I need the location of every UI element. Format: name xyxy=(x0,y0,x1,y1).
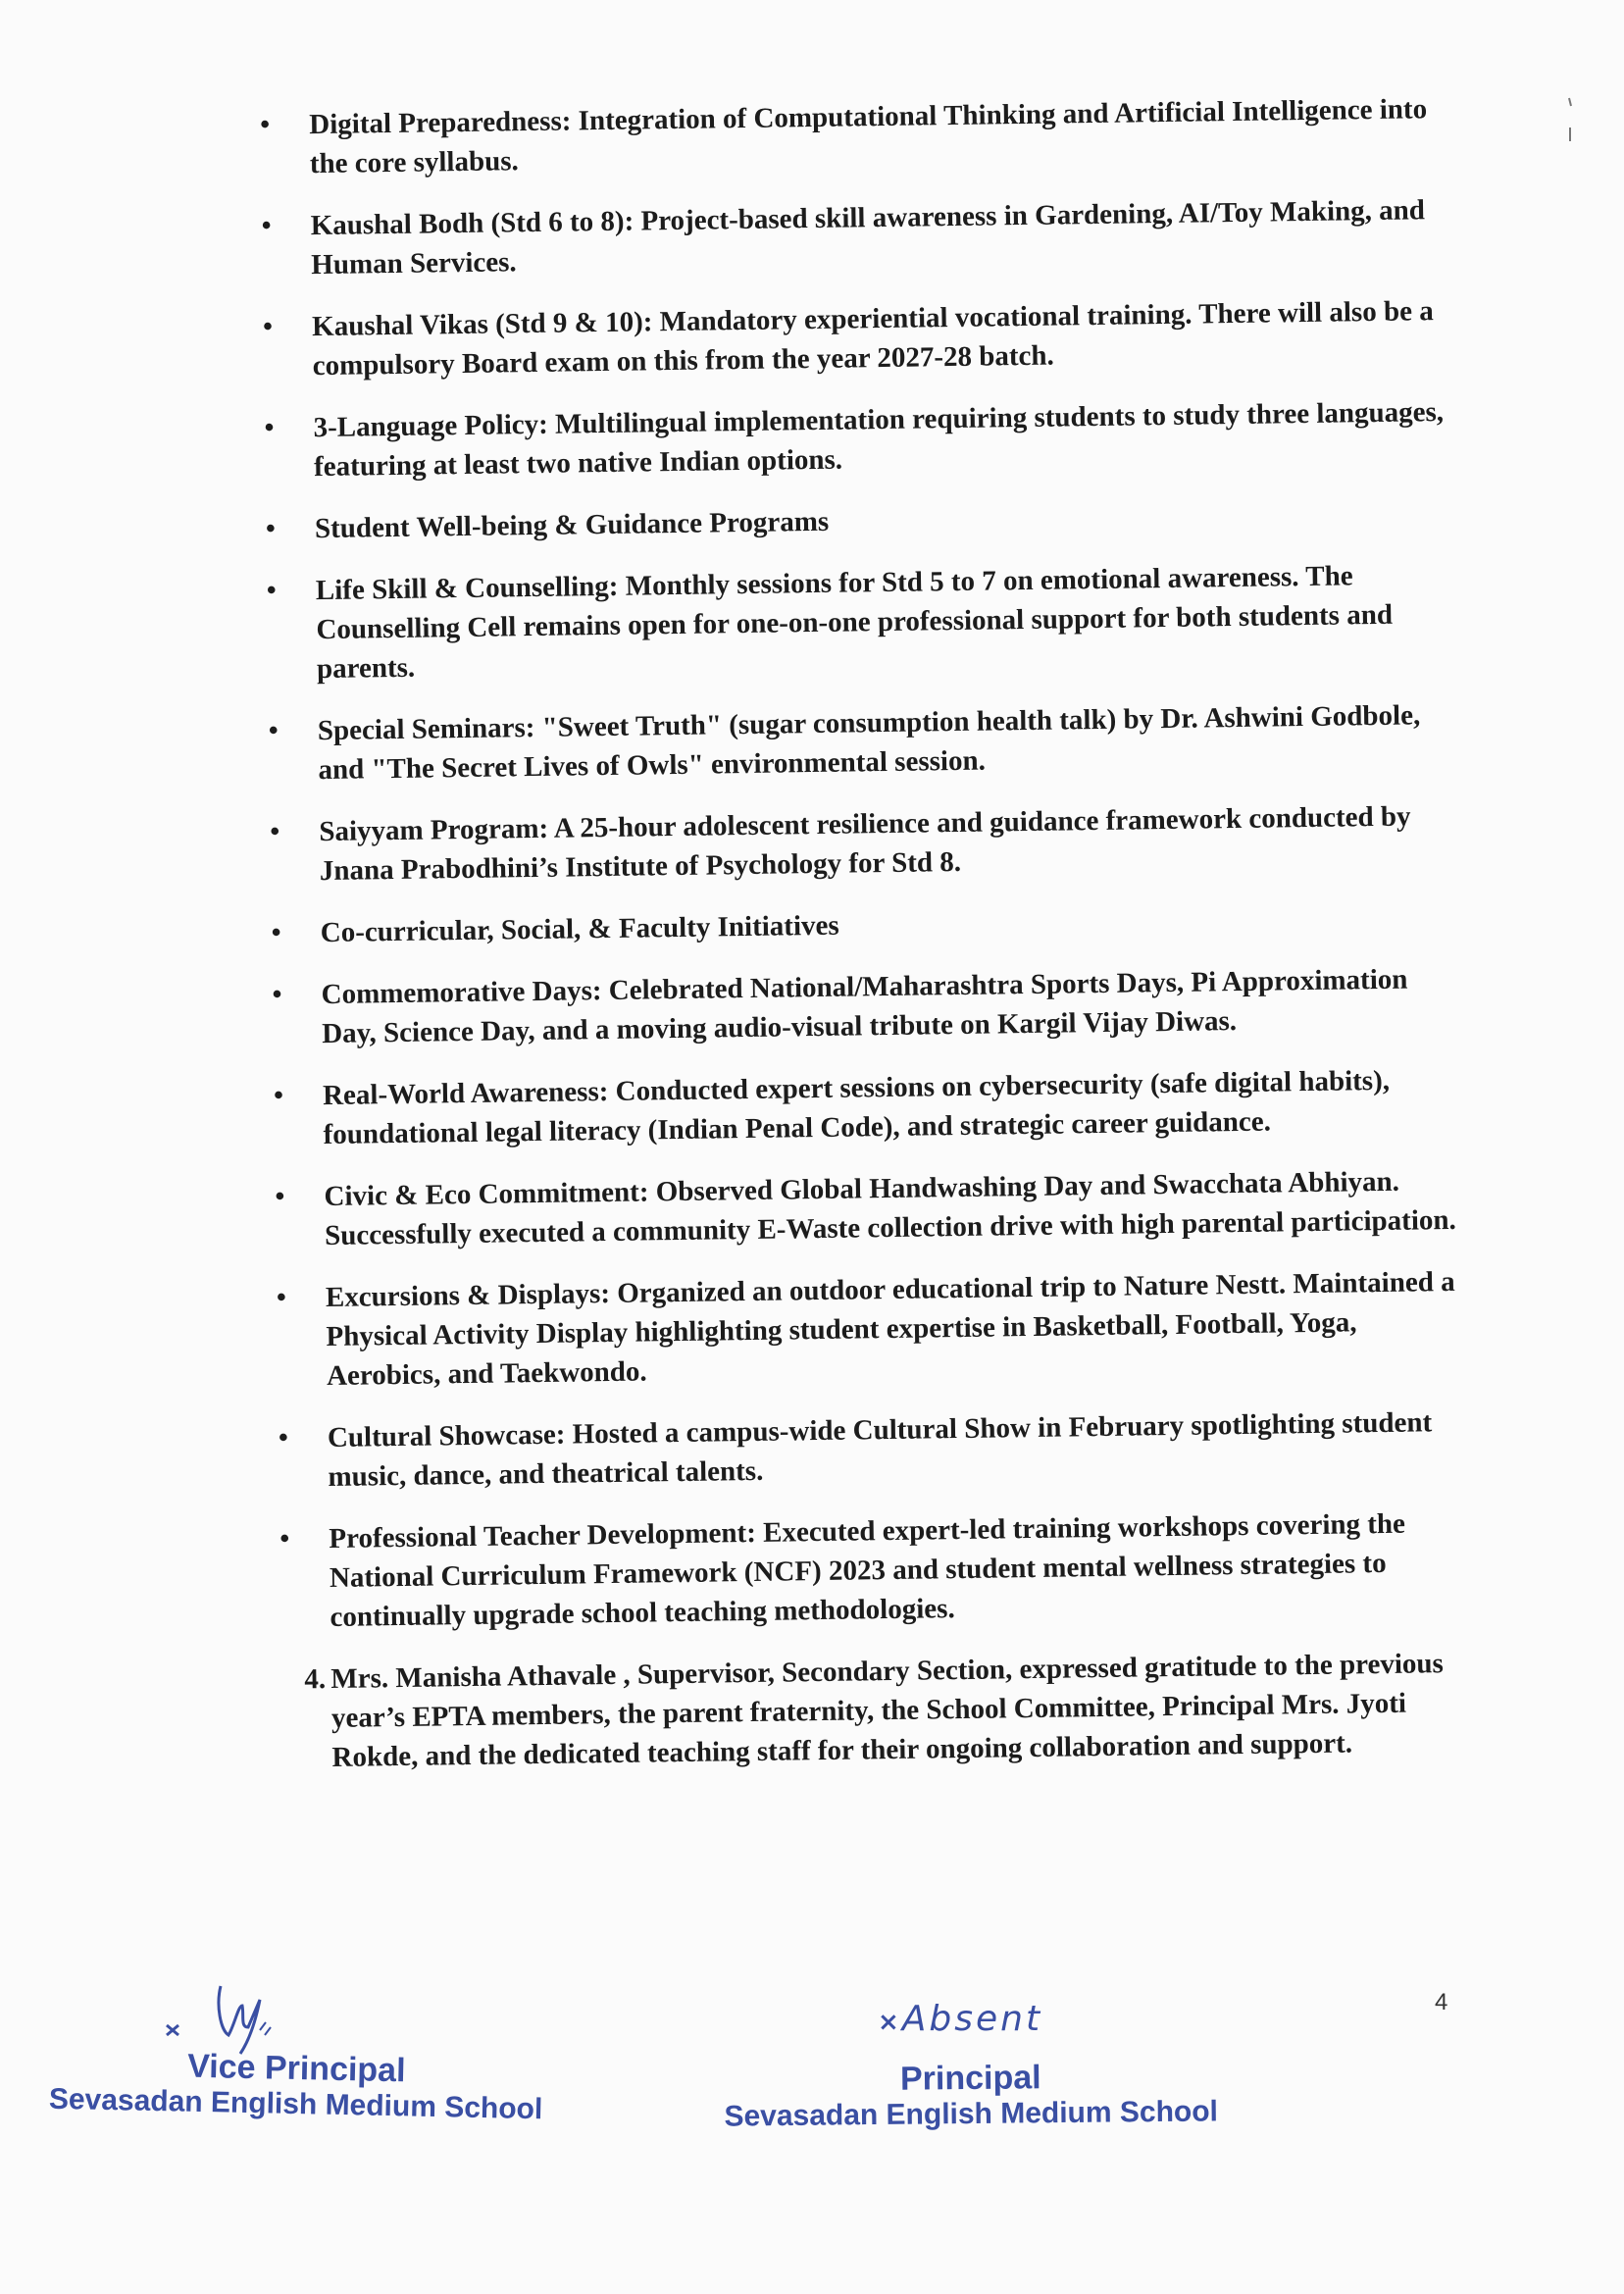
bullet-marker: • xyxy=(271,917,281,948)
bullet-marker: • xyxy=(261,210,272,241)
margin-marks xyxy=(1555,88,1585,172)
list-item-text: Digital Preparedness: Integration of Computational Thinking and Artificial Intelligence into the core syllabus. xyxy=(309,93,1428,180)
vice-principal-stamp xyxy=(21,2044,571,2127)
list-item-text: Excursions & Displays: Organized an outdoor educational trip to Nature Nestt. Maintained a Physical Activity Display highlighting student expertise in Basketball, Football, Yoga, Aerobics, and Taekwondo. xyxy=(325,1265,1455,1393)
vice-principal-school: Sevasadan English Medium School xyxy=(48,2082,543,2126)
list-item-text: Kaushal Vikas (Std 9 & 10): Mandatory experiential vocational training. There will also be a compulsory Board exam on this from the year 2027-28 batch. xyxy=(311,295,1434,382)
margin-mark-icon xyxy=(1555,88,1585,167)
list-item xyxy=(251,190,1444,285)
bullet-marker: • xyxy=(273,1080,284,1111)
list-item xyxy=(256,493,1447,549)
bullet-marker: • xyxy=(275,1181,285,1212)
list-item-text: Co-curricular, Social, & Faculty Initiatives xyxy=(320,909,839,949)
bullet-marker: • xyxy=(276,1282,286,1313)
numbered-item xyxy=(272,1644,1465,1778)
list-item xyxy=(270,1504,1463,1638)
list-item xyxy=(257,555,1450,689)
list-item-text: 3-Language Policy: Multilingual implementation requiring students to study three languages, featuring at least two native Indian options. xyxy=(313,396,1445,484)
list-item xyxy=(269,1402,1461,1498)
list-item-text: Kaushal Bodh (Std 6 to 8): Project-based skill awareness in Gardening, AI/Toy Making, and Human Services. xyxy=(310,194,1426,281)
list-item xyxy=(254,392,1446,487)
bullet-marker: • xyxy=(279,1523,290,1555)
bullet-list xyxy=(250,89,1465,1801)
bullet-marker: • xyxy=(272,979,282,1010)
list-item xyxy=(260,796,1452,892)
list-item xyxy=(262,897,1453,953)
bullet-marker: • xyxy=(270,816,280,847)
item-number: 4. xyxy=(304,1663,327,1696)
list-item-text: Real-World Awareness: Conducted expert sessions on cybersecurity (safe digital habits), foundational legal literacy (Indian Penal Code), and strategic career guidance. xyxy=(322,1064,1391,1151)
list-item-text: Mrs. Manisha Athavale , Supervisor, Secondary Section, expressed gratitude to the previous year’s EPTA members, the parent fraternity, the School Committee, Principal Mrs. Jyoti Rokde, and the dedicated teaching staff for their ongoing collaboration and support. xyxy=(330,1648,1445,1773)
absent-note xyxy=(878,1999,1042,2039)
bullet-marker: • xyxy=(260,109,271,140)
list-item-text: Saiyyam Program: A 25-hour adolescent resilience and guidance framework conducted by Jnana Prabodhini’s Institute of Psychology for Std 8. xyxy=(319,800,1411,888)
page-number: 4 xyxy=(1435,1989,1448,2015)
list-item-text: Special Seminars: "Sweet Truth" (sugar consumption health talk) by Dr. Ashwini Godbole, and "The Secret Lives of Owls" environmental session. xyxy=(317,699,1421,787)
list-item xyxy=(267,1262,1460,1397)
bullet-marker: • xyxy=(262,311,274,342)
bullet-marker: • xyxy=(264,412,275,443)
list-item xyxy=(262,959,1454,1054)
principal-title: Principal xyxy=(899,2059,1041,2098)
bullet-marker: • xyxy=(266,575,277,606)
list-item-text: Professional Teacher Development: Executed expert-led training workshops covering the National Curriculum Framework (NCF) 2023 and student mental wellness strategies to continually upgrade school teaching methodologies. xyxy=(329,1507,1406,1634)
list-item xyxy=(265,1161,1457,1256)
list-item-text: Commemorative Days: Celebrated National/Maharashtra Sports Days, Pi Approximation Day, Science Day, and a moving audio-visual tribute on Kargil Vijay Diwas. xyxy=(321,963,1408,1050)
list-item xyxy=(264,1060,1456,1155)
principal-stamp xyxy=(696,2057,1246,2134)
list-item-text: Cultural Showcase: Hosted a campus-wide Cultural Show in February spotlighting student music, dance, and theatrical talents. xyxy=(327,1406,1433,1494)
bullet-marker: • xyxy=(278,1422,288,1453)
list-item-text: Civic & Eco Commitment: Observed Global Handwashing Day and Swacchata Abhiyan. Successfully executed a community E-Waste collection drive with high parental participation. xyxy=(324,1165,1456,1252)
bullet-marker: • xyxy=(265,513,277,544)
list-item-text: Student Well-being & Guidance Programs xyxy=(314,505,830,545)
vice-principal-title: Vice Principal xyxy=(186,2047,406,2090)
cross-mark-icon: × xyxy=(878,2008,902,2037)
absent-text: Absent xyxy=(901,1999,1043,2039)
principal-school: Sevasadan English Medium School xyxy=(724,2095,1219,2133)
list-item xyxy=(250,89,1443,184)
bullet-marker: • xyxy=(268,715,279,746)
list-item xyxy=(259,695,1451,790)
list-item-text: Life Skill & Counselling: Monthly sessions for Std 5 to 7 on emotional awareness. The Counselling Cell remains open for one-on-one professional support for both students and parents. xyxy=(315,560,1394,686)
vice-principal-signature xyxy=(147,1976,284,2055)
list-item xyxy=(253,291,1446,386)
